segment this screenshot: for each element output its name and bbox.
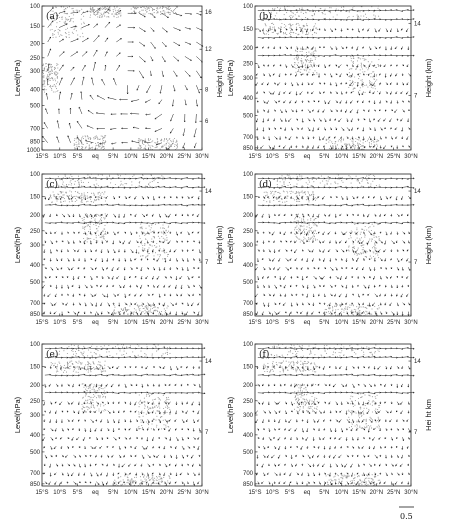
x-tick-label: 5°N	[108, 154, 119, 160]
y-tick-label: 400	[29, 87, 40, 94]
right-tick-label: 7	[414, 93, 418, 100]
x-tick-label: 30°N	[195, 154, 209, 160]
y-tick-label: 850	[242, 311, 253, 318]
y-tick-label: 700	[29, 126, 40, 133]
y-tick-label: 700	[242, 301, 253, 308]
vector-arrow	[196, 56, 202, 62]
vector-arrow	[173, 71, 177, 77]
vector-arrow	[96, 482, 99, 485]
vector-arrow	[130, 114, 139, 115]
y-axis-title: Level(hPa)	[226, 226, 235, 264]
vector-arrow	[93, 50, 97, 56]
y-tick-label: 400	[29, 432, 40, 439]
vector-arrow	[171, 114, 174, 121]
vector-arrow	[62, 214, 65, 217]
x-tick-label: 20°N	[369, 154, 384, 160]
x-tick-label: 15°S	[35, 490, 49, 496]
vector-arrow	[145, 100, 150, 103]
y-tick-label: 150	[242, 27, 253, 34]
vector-arrow	[116, 38, 121, 42]
plot-frame	[42, 174, 202, 316]
vector-arrow	[171, 303, 174, 306]
y-axis-title: Level(hPa)	[13, 59, 22, 97]
vector-arrow	[196, 71, 201, 78]
right-tick-label: 7	[205, 260, 209, 267]
y-tick-label: 850	[29, 481, 40, 488]
right-axis-title: Height (km)	[215, 225, 224, 265]
x-tick-label: 25°N	[386, 154, 401, 160]
x-tick-label: 10°N	[124, 320, 138, 326]
panel-d	[226, 172, 433, 326]
vector-arrow	[114, 78, 117, 85]
y-tick-label: 100	[29, 342, 40, 348]
x-tick-label: eq	[303, 320, 311, 326]
x-tick-label: 15°S	[248, 320, 262, 326]
vector-arrow	[196, 28, 202, 31]
x-tick-label: 5°S	[284, 154, 295, 160]
y-tick-label: 300	[29, 413, 40, 419]
y-axis-title: Level(hPa)	[13, 396, 22, 434]
vector-arrow	[59, 39, 64, 42]
vector-arrow	[142, 214, 145, 217]
y-tick-label: 850	[242, 145, 253, 152]
x-tick-label: 10°S	[53, 154, 67, 160]
y-tick-label: 150	[29, 364, 40, 371]
vector-arrow	[116, 25, 120, 28]
vector-arrow	[344, 232, 347, 235]
vector-arrow	[77, 121, 82, 128]
x-tick-label: 10°N	[334, 154, 349, 160]
y-tick-label: 300	[242, 243, 253, 249]
y-tick-label: 250	[242, 61, 253, 68]
panel-label: (b)	[259, 12, 272, 22]
x-tick-label: 15°N	[141, 154, 156, 160]
x-tick-label: eq	[91, 154, 99, 160]
x-tick-label: 15°S	[35, 154, 49, 160]
x-tick-label: 30°N	[404, 320, 418, 326]
right-tick-label: 7	[205, 430, 209, 437]
y-tick-label: 400	[242, 262, 253, 269]
vector-arrow	[92, 78, 94, 86]
vector-arrow	[116, 65, 120, 71]
vector-arrow	[173, 13, 182, 16]
y-tick-label: 150	[29, 194, 40, 201]
vector-arrow	[82, 77, 84, 85]
vector-arrow	[308, 464, 311, 467]
y-axis-title: Level(hPa)	[226, 59, 235, 97]
x-tick-label: 10°S	[265, 154, 279, 160]
y-tick-label: 300	[29, 68, 40, 75]
vector-arrow	[185, 42, 191, 44]
vector-arrow	[57, 121, 59, 129]
vector-arrow	[108, 98, 117, 100]
vector-arrow	[59, 78, 62, 86]
x-tick-label: 20°N	[159, 154, 174, 160]
vector-arrow	[57, 137, 59, 143]
vector-arrow	[173, 42, 179, 46]
vector-arrow	[194, 128, 196, 137]
y-tick-label: 100	[29, 4, 40, 10]
y-tick-label: 850	[29, 311, 40, 318]
plot-frame	[42, 344, 202, 486]
x-tick-label: 5°S	[72, 320, 83, 326]
y-tick-label: 700	[29, 471, 40, 478]
x-tick-label: eq	[91, 320, 99, 326]
y-tick-label: 200	[242, 213, 253, 220]
right-tick-label: 6	[205, 119, 209, 126]
vector-arrow	[102, 79, 105, 85]
vector-arrow	[71, 52, 78, 57]
right-tick-label: 16	[205, 9, 212, 16]
vector-arrow	[378, 366, 381, 369]
x-tick-label: 30°N	[404, 154, 418, 160]
y-tick-label: 500	[242, 113, 253, 120]
vector-arrow	[59, 52, 64, 57]
vector-arrow	[93, 24, 97, 28]
vector-arrow	[97, 96, 105, 100]
vector-arrow	[48, 294, 51, 297]
panel-f	[226, 342, 433, 496]
x-tick-label: 5°N	[319, 154, 330, 160]
vector-arrow	[88, 110, 93, 114]
vector-arrow	[185, 56, 192, 60]
vector-arrow	[139, 71, 144, 78]
vector-arrow	[330, 267, 333, 270]
vector-arrow	[139, 56, 145, 62]
vector-arrow	[139, 42, 145, 46]
x-tick-label: 15°N	[141, 490, 156, 496]
vector-arrow	[375, 294, 378, 297]
vector-arrow	[183, 128, 185, 135]
panel-b	[226, 4, 433, 160]
plot-frame	[255, 174, 411, 316]
right-tick-label: 14	[205, 359, 212, 366]
vector-arrow	[113, 437, 116, 440]
y-tick-label: 500	[242, 279, 253, 286]
x-tick-label: 10°N	[124, 154, 138, 160]
vector-arrow	[59, 24, 67, 28]
x-tick-label: 20°N	[159, 490, 174, 496]
vector-arrow	[258, 29, 261, 32]
vector-arrow	[162, 42, 166, 47]
x-tick-label: 15°S	[248, 154, 262, 160]
panel-label: (d)	[259, 180, 272, 190]
vector-arrow	[162, 28, 167, 32]
right-tick-label: 12	[205, 47, 212, 54]
vector-arrow	[77, 137, 82, 143]
vector-arrow	[255, 294, 258, 297]
vector-arrow	[155, 114, 162, 119]
x-tick-label: 10°S	[53, 320, 67, 326]
vector-arrow	[71, 78, 75, 86]
vector-arrow	[314, 276, 317, 279]
panel-c	[13, 172, 224, 326]
vector-arrow	[185, 71, 190, 77]
x-tick-label: 20°N	[159, 320, 174, 326]
right-axis-title: Height (km)	[424, 58, 433, 98]
panel-label: (c)	[46, 180, 59, 190]
y-tick-label: 700	[29, 301, 40, 308]
vector-arrow	[48, 49, 51, 57]
vector-arrow	[71, 67, 75, 71]
vector-arrows	[255, 347, 414, 485]
vector-arrow	[151, 42, 156, 49]
x-tick-label: 10°N	[334, 320, 349, 326]
vector-arrow	[147, 85, 151, 93]
panel-a	[13, 4, 224, 160]
vector-arrow	[338, 65, 341, 68]
vector-arrow	[90, 95, 93, 100]
x-tick-label: 25°N	[177, 154, 191, 160]
y-tick-label: 300	[29, 243, 40, 249]
vector-arrow	[271, 455, 274, 458]
y-tick-label: 850	[29, 139, 40, 146]
x-tick-label: 5°S	[72, 490, 83, 496]
x-tick-label: 25°N	[177, 320, 191, 326]
vector-arrow	[196, 114, 197, 123]
vector-arrows	[43, 347, 205, 485]
vector-arrow	[369, 419, 372, 422]
vector-arrow	[261, 146, 264, 149]
x-tick-label: 15°N	[352, 320, 366, 326]
vector-arrow	[347, 128, 350, 131]
right-axis-title: Height (km)	[215, 58, 224, 98]
x-tick-label: 30°N	[195, 490, 209, 496]
right-tick-label: 14	[205, 189, 212, 196]
vector-arrow	[392, 241, 395, 244]
vector-arrow	[151, 28, 155, 32]
y-tick-label: 500	[29, 279, 40, 286]
vector-arrow	[173, 28, 180, 31]
vector-arrow	[116, 53, 120, 57]
y-tick-label: 250	[242, 228, 253, 235]
vector-arrow	[122, 464, 125, 467]
right-tick-label: 14	[414, 189, 421, 196]
shading-region	[263, 344, 381, 487]
vector-arrow	[139, 13, 145, 17]
x-tick-label: 20°N	[369, 320, 384, 326]
vector-arrow	[82, 24, 90, 27]
vector-arrows	[256, 9, 415, 149]
x-tick-label: 10°S	[265, 320, 279, 326]
y-tick-label: 150	[242, 194, 253, 201]
x-tick-label: 5°N	[108, 490, 119, 496]
right-tick-label: 14	[414, 21, 421, 28]
y-tick-label: 200	[29, 383, 40, 390]
vector-arrow	[91, 419, 94, 422]
x-tick-label: eq	[303, 154, 311, 160]
vector-arrows	[42, 177, 205, 315]
y-tick-label: 1000	[26, 148, 40, 154]
vector-arrow	[288, 119, 291, 122]
y-tick-label: 100	[29, 172, 40, 178]
vector-arrow	[170, 128, 173, 133]
right-tick-label: 8	[205, 87, 209, 94]
x-tick-label: 10°S	[53, 490, 67, 496]
right-tick-label: 7	[414, 260, 418, 267]
vector-arrow	[155, 128, 162, 131]
y-tick-label: 100	[242, 172, 253, 178]
x-tick-label: 5°N	[319, 320, 330, 326]
y-tick-label: 300	[242, 76, 253, 82]
vector-arrow	[82, 52, 87, 57]
vector-arrow	[82, 65, 85, 71]
y-tick-label: 400	[29, 262, 40, 269]
y-tick-label: 400	[242, 96, 253, 103]
vector-arrow	[81, 92, 82, 100]
y-tick-label: 500	[29, 103, 40, 110]
vector-arrow	[48, 37, 51, 42]
vector-arrow	[93, 36, 99, 43]
vector-arrow	[162, 56, 165, 62]
vector-arrow	[139, 28, 145, 32]
vector-arrow	[160, 85, 162, 93]
right-axis-title: Height (km)	[424, 225, 433, 265]
vector-arrow	[333, 384, 336, 387]
vector-arrow	[286, 267, 289, 270]
y-tick-label: 100	[242, 4, 253, 10]
x-tick-label: 5°S	[284, 320, 295, 326]
vector-arrow	[96, 113, 105, 114]
vector-arrow	[322, 276, 325, 279]
x-tick-label: 5°N	[108, 320, 119, 326]
y-axis-title: Level(hPa)	[13, 226, 22, 264]
vector-arrow	[44, 122, 48, 128]
x-tick-label: 15°S	[35, 320, 49, 326]
y-tick-label: 200	[29, 41, 40, 48]
x-tick-label: 25°N	[177, 490, 191, 496]
vector-arrow	[102, 294, 105, 297]
x-tick-label: 5°S	[72, 154, 83, 160]
y-tick-label: 700	[242, 135, 253, 142]
vector-arrow	[43, 136, 48, 143]
vector-arrow	[168, 241, 171, 244]
panel-label: (a)	[46, 12, 59, 22]
vector-arrow	[82, 38, 88, 42]
vector-arrow	[105, 22, 110, 28]
vector-arrow	[87, 126, 93, 129]
vector-arrows	[255, 177, 414, 315]
vector-arrow	[173, 56, 178, 61]
y-tick-label: 200	[242, 45, 253, 52]
vector-arrow	[159, 100, 162, 104]
x-tick-label: 15°N	[352, 154, 366, 160]
x-tick-label: eq	[91, 490, 99, 496]
vector-arrow	[131, 100, 139, 102]
x-tick-label: 15°N	[141, 320, 156, 326]
x-tick-label: 10°N	[124, 490, 138, 496]
panel-e	[13, 342, 212, 496]
vector-arrow	[339, 119, 342, 122]
vector-arrow	[71, 39, 79, 42]
y-tick-label: 200	[29, 213, 40, 220]
y-tick-label: 250	[29, 228, 40, 235]
vector-arrows	[43, 8, 204, 150]
vector-arrow	[68, 136, 71, 143]
y-tick-label: 150	[29, 24, 40, 31]
vector-arrow	[286, 258, 289, 261]
vector-arrow	[79, 107, 82, 114]
vector-arrow	[59, 65, 63, 71]
y-tick-label: 250	[29, 55, 40, 62]
vector-arrow	[116, 10, 121, 13]
y-tick-label: 250	[29, 398, 40, 405]
vector-arrow	[85, 141, 93, 143]
panel-label: (e)	[46, 350, 59, 360]
y-tick-label: 500	[29, 449, 40, 456]
vector-arrow	[105, 38, 108, 42]
vector-arrow	[93, 62, 95, 71]
x-tick-label: 25°N	[386, 320, 401, 326]
vector-arrow	[196, 85, 199, 93]
x-tick-label: 30°N	[195, 320, 209, 326]
